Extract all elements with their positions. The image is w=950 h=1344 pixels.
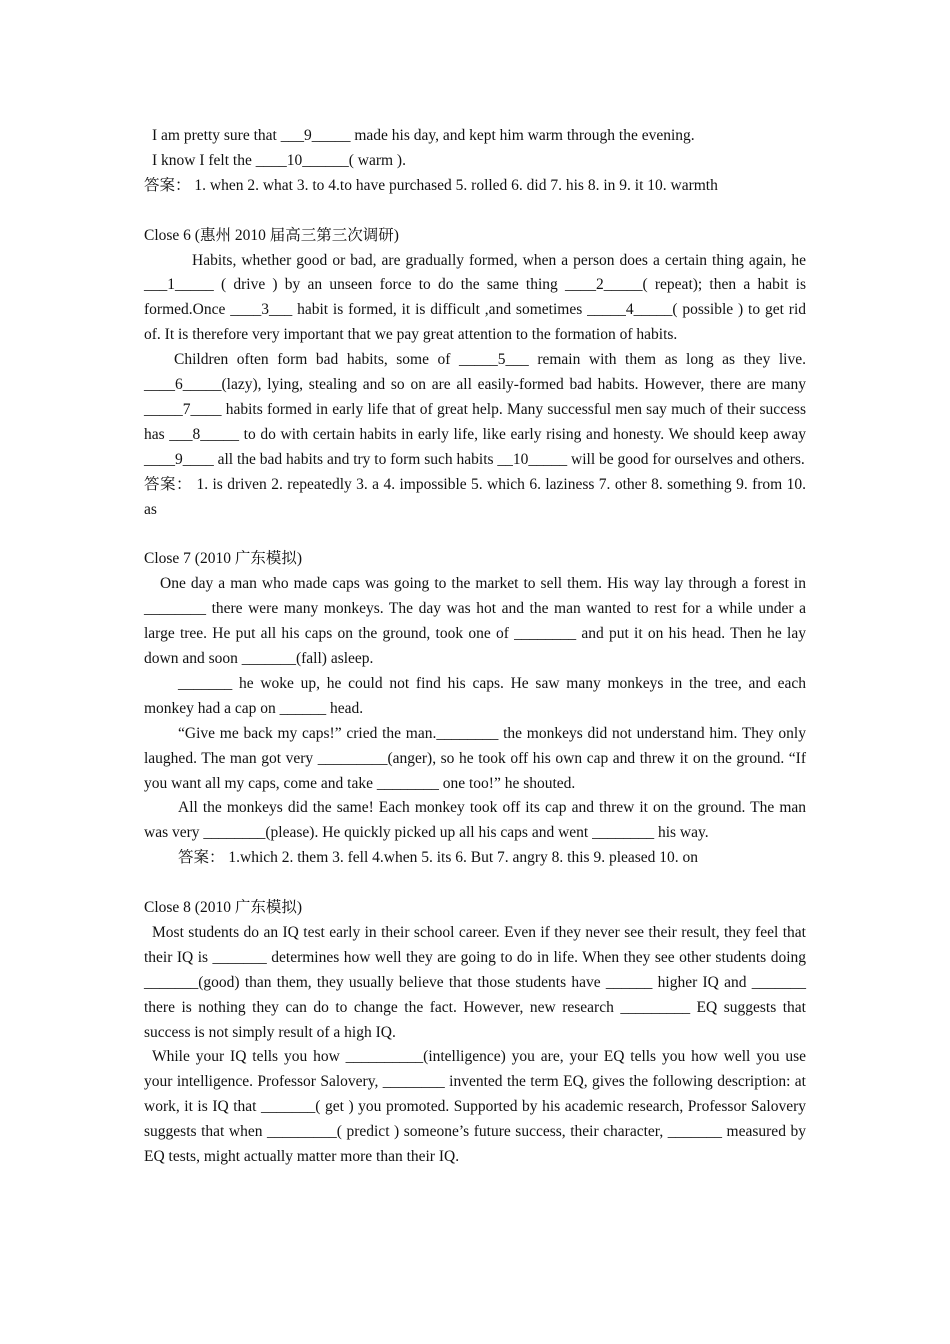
close8-paragraph-2: While your IQ tells you how __________(intelligence) you are, your EQ tells you how well you use your intelligence. Professor Salovery, ________ invented the term EQ, gives the following description: at work, it is IQ that _______( get ) you promoted. Supported by his academic research, Professor Salovery suggests that when _________( predict ) someone’s future success, their character, _______ measured by EQ tests, might actually matter more than their IQ. <box>144 1048 806 1166</box>
close8-paragraph-1: Most students do an IQ test early in their school career. Even if they never see their result, they feel that their IQ is _______ determines how well they are going to do in life. When they see other students doing _______(good) than them, they usually believe that those students have ______ higher IQ and _______ there is nothing they can do to change the fact. However, new research _________ EQ suggests that success is not simply result of a high IQ. <box>144 923 806 1041</box>
close7-answer: 答案： 1.which 2. them 3. fell 4.when 5. its 6. But 7. angry 8. this 9. pleased 10. on <box>178 849 699 867</box>
close7-paragraph-2: _______ he woke up, he could not find his caps. He saw many monkeys in the tree, and each monkey had a cap on ______ head. <box>144 674 806 717</box>
close6-answer: 答案： 1. is driven 2. repeatedly 3. a 4. impossible 5. which 6. laziness 7. other 8. something 9. from 10. as <box>144 475 806 518</box>
spacer <box>144 871 806 896</box>
close7-title: Close 7 (2010 广东模拟) <box>144 550 303 568</box>
prev-passage-line-9: I am pretty sure that ___9_____ made his day, and kept him warm through the evening. <box>152 127 695 144</box>
close6-title: Close 6 (惠州 2010 届高三第三次调研) <box>144 226 399 244</box>
close7-paragraph-4: All the monkeys did the same! Each monkey took off its cap and threw it on the ground. The man was very ________(please). He quickly picked up all his caps and went ________ his way. <box>144 799 806 842</box>
close8-title: Close 8 (2010 广东模拟) <box>144 899 303 917</box>
close7-paragraph-1: One day a man who made caps was going to the market to sell them. His way lay through a forest in ________ there were many monkeys. The day was hot and the man wanted to rest for a while under a large tree. He put all his caps on the ground, took one of ________ and put it on his head. Then he lay down and soon _______(fall) asleep. <box>144 575 806 667</box>
close6-paragraph-1: Habits, whether good or bad, are gradually formed, when a person does a certain thing again, he ___1_____ ( drive ) by an unseen force to do the same thing ____2_____( repeat); then a habit is formed.Once ____3___ habit is formed, it is difficult ,and sometimes _____4_____( possible ) to get rid of. It is therefore very important that we pay great attention to the formation of habits. <box>144 251 806 344</box>
close7-paragraph-3: “Give me back my caps!” cried the man.________ the monkeys did not understand him. They only laughed. The man got very _________(anger), so he took off his own cap and threw it on the ground. “If you want all my caps, come and take ________ one too!” he shouted. <box>144 724 806 792</box>
spacer <box>144 522 806 547</box>
close6-paragraph-2: Children often form bad habits, some of _____5___ remain with them as long as they live. ____6_____(lazy), lying, stealing and so on are all easily-formed bad habits. However, there are many _____7____ habits formed in early life that of great help. Many successful men say much of their success has ___8_____ to do with certain habits in early life, like early rising and honesty. We should keep away ____9____ all the bad habits and try to form such habits __10_____ will be good for ourselves and others. <box>144 351 806 468</box>
prev-answer: 答案： 1. when 2. what 3. to 4.to have purchased 5. rolled 6. did 7. his 8. in 9. it 10. warmth <box>144 176 718 194</box>
spacer <box>144 199 806 224</box>
prev-passage-line-10: I know I felt the ____10______( warm ). <box>152 151 406 169</box>
document-page <box>144 124 806 1170</box>
